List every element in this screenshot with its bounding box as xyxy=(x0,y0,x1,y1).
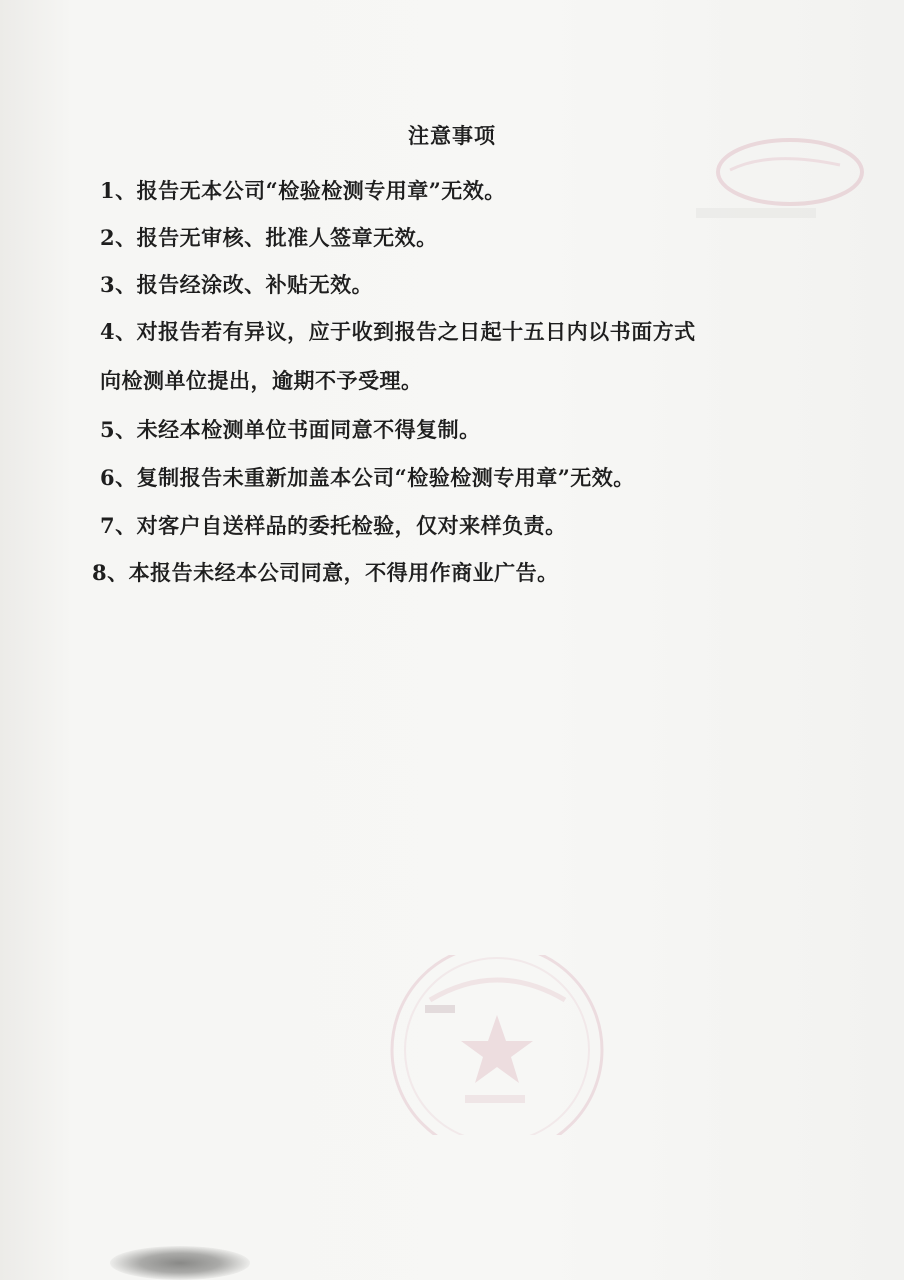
notice-item-8: 8、本报告未经本公司同意，不得用作商业广告。 xyxy=(92,560,559,585)
notice-item-4-continued: 向检测单位提出，逾期不予受理。 xyxy=(100,368,423,393)
notice-item-1: 1、报告无本公司“检验检测专用章”无效。 xyxy=(100,178,506,203)
notice-item-3: 3、报告经涂改、补贴无效。 xyxy=(100,272,374,297)
faint-stamp-icon xyxy=(690,130,870,240)
company-seal-icon xyxy=(385,955,610,1135)
page-title: 注意事项 xyxy=(408,123,496,148)
notice-item-5: 5、未经本检测单位书面同意不得复制。 xyxy=(100,417,481,442)
scan-smudge xyxy=(110,1246,250,1280)
notice-item-2: 2、报告无审核、批准人签章无效。 xyxy=(100,225,438,250)
notice-item-7: 7、对客户自送样品的委托检验，仅对来样负责。 xyxy=(100,513,567,538)
notice-item-4: 4、对报告若有异议，应于收到报告之日起十五日内以书面方式 xyxy=(100,319,696,344)
notice-list xyxy=(0,0,904,600)
notice-item-6: 6、复制报告未重新加盖本公司“检验检测专用章”无效。 xyxy=(100,465,635,490)
